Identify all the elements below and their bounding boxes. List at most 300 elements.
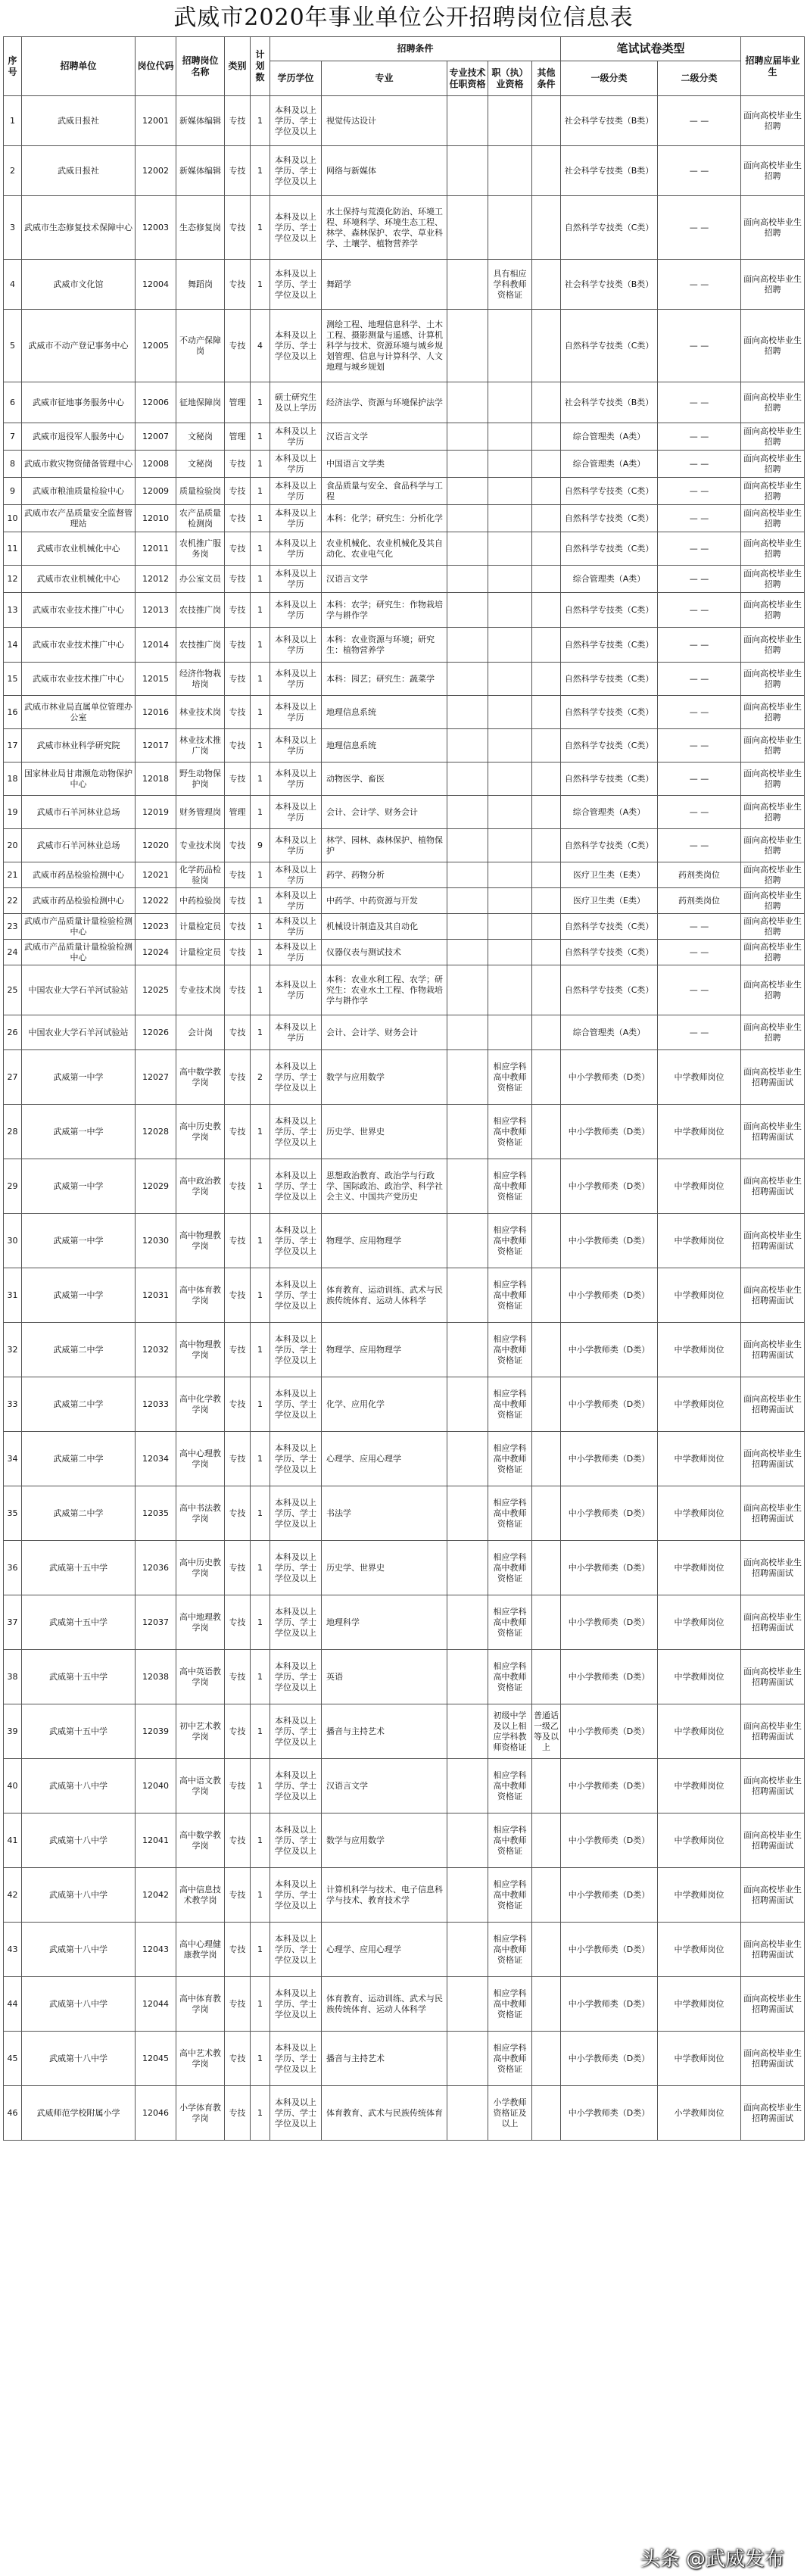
- cell-seq: 36: [4, 1541, 22, 1595]
- cell-cat1: 综合管理类（A类）: [561, 796, 658, 829]
- header-major: 专业: [322, 61, 447, 96]
- cell-title-req: [447, 505, 488, 532]
- cell-fresh: 面向高校毕业生招聘需面试: [741, 1595, 805, 1650]
- cell-num: 1: [251, 1759, 270, 1813]
- cell-unit: 武威第十五中学: [22, 1595, 136, 1650]
- cell-other: [532, 914, 561, 940]
- cell-title-req: [447, 628, 488, 663]
- cell-type: 专技: [225, 260, 251, 310]
- cell-fresh: 面向高校毕业生招聘: [741, 696, 805, 729]
- table-row: [4, 1541, 805, 1595]
- cell-unit: 武威日报社: [22, 146, 136, 196]
- cell-fresh: 面向高校毕业生招聘需面试: [741, 1977, 805, 2032]
- cell-code: 12021: [136, 862, 176, 888]
- cell-post: 文秘岗: [176, 451, 225, 478]
- cell-post: 计量检定员: [176, 914, 225, 940]
- cell-edu: 本科及以上学历: [270, 888, 322, 914]
- cell-other: [532, 940, 561, 965]
- table-row: [4, 1432, 805, 1486]
- table-row: [4, 2086, 805, 2141]
- cell-other: [532, 423, 561, 451]
- cell-edu: 本科及以上学历、学士学位及以上: [270, 1923, 322, 1977]
- cell-edu: 本科及以上学历: [270, 628, 322, 663]
- cell-num: 1: [251, 663, 270, 696]
- cell-post: 林业技术岗: [176, 696, 225, 729]
- cell-unit: 武威市农产品质量安全监督管理站: [22, 505, 136, 532]
- cell-cat1: 自然科学专技类（C类）: [561, 505, 658, 532]
- cell-post: 农产品质量检测岗: [176, 505, 225, 532]
- cell-edu: 本科及以上学历、学士学位及以上: [270, 96, 322, 146]
- cell-unit: 武威第十八中学: [22, 1977, 136, 2032]
- cell-num: 1: [251, 1977, 270, 2032]
- table-row: [4, 146, 805, 196]
- cell-cat1: 中小学教师类（D类）: [561, 1268, 658, 1323]
- cell-other: [532, 96, 561, 146]
- cell-cert: 相应学科高中教师资格证: [488, 1541, 532, 1595]
- cell-fresh: 面向高校毕业生招聘: [741, 478, 805, 505]
- cell-unit: 武威市林业局直属单位管理办公室: [22, 696, 136, 729]
- cell-seq: 4: [4, 260, 22, 310]
- cell-num: 1: [251, 1704, 270, 1759]
- cell-edu: 本科及以上学历: [270, 1015, 322, 1050]
- cell-post: 财务管理岗: [176, 796, 225, 829]
- cell-unit: 武威师范学校附属小学: [22, 2086, 136, 2141]
- cell-code: 12024: [136, 940, 176, 965]
- cell-title-req: [447, 478, 488, 505]
- cell-edu: 本科及以上学历、学士学位及以上: [270, 1486, 322, 1541]
- cell-other: [532, 1977, 561, 2032]
- cell-other: [532, 888, 561, 914]
- cell-title-req: [447, 532, 488, 566]
- cell-cat2: — —: [658, 310, 741, 382]
- cell-cat2: — —: [658, 593, 741, 628]
- cell-unit: 武威第十五中学: [22, 1650, 136, 1704]
- cell-code: 12031: [136, 1268, 176, 1323]
- cell-num: 1: [251, 965, 270, 1015]
- cell-seq: 3: [4, 196, 22, 260]
- cell-edu: 本科及以上学历: [270, 505, 322, 532]
- cell-num: 1: [251, 1015, 270, 1050]
- cell-edu: 本科及以上学历、学士学位及以上: [270, 1977, 322, 2032]
- cell-other: [532, 1159, 561, 1214]
- cell-post: 高中历史教学岗: [176, 1541, 225, 1595]
- cell-post: 不动产保障岗: [176, 310, 225, 382]
- cell-cat2: — —: [658, 940, 741, 965]
- cell-title-req: [447, 566, 488, 593]
- cell-cat1: 自然科学专技类（C类）: [561, 829, 658, 862]
- header-title-req: 专业技术任职资格: [447, 61, 488, 96]
- cell-cat1: 中小学教师类（D类）: [561, 1868, 658, 1923]
- cell-cat2: 中学教师岗位: [658, 1486, 741, 1541]
- cell-post: 高中物理教学岗: [176, 1323, 225, 1377]
- cell-cat1: 自然科学专技类（C类）: [561, 310, 658, 382]
- cell-edu: 本科及以上学历: [270, 663, 322, 696]
- cell-cert: [488, 505, 532, 532]
- cell-cat2: — —: [658, 505, 741, 532]
- cell-post: 农技推广岗: [176, 593, 225, 628]
- cell-code: 12028: [136, 1105, 176, 1159]
- cell-cat2: — —: [658, 628, 741, 663]
- cell-cert: [488, 965, 532, 1015]
- cell-code: 12011: [136, 532, 176, 566]
- cell-num: 1: [251, 1813, 270, 1868]
- cell-cat1: 自然科学专技类（C类）: [561, 763, 658, 796]
- cell-unit: 武威第一中学: [22, 1159, 136, 1214]
- cell-unit: 武威第十八中学: [22, 1759, 136, 1813]
- cell-fresh: 面向高校毕业生招聘需面试: [741, 1868, 805, 1923]
- cell-code: 12009: [136, 478, 176, 505]
- cell-unit: 武威市农业技术推广中心: [22, 593, 136, 628]
- cell-post: 高中地理教学岗: [176, 1595, 225, 1650]
- cell-type: 专技: [225, 1923, 251, 1977]
- table-row: [4, 2032, 805, 2086]
- cell-title-req: [447, 1813, 488, 1868]
- cell-num: 1: [251, 96, 270, 146]
- cell-edu: 本科及以上学历、学士学位及以上: [270, 2086, 322, 2141]
- cell-code: 12017: [136, 729, 176, 763]
- cell-code: 12046: [136, 2086, 176, 2141]
- cell-code: 12013: [136, 593, 176, 628]
- cell-fresh: 面向高校毕业生招聘需面试: [741, 1268, 805, 1323]
- table-row: [4, 888, 805, 914]
- cell-cat2: 中学教师岗位: [658, 1377, 741, 1432]
- table-row: [4, 965, 805, 1015]
- cell-unit: 武威市药品检验检测中心: [22, 862, 136, 888]
- cell-code: 12014: [136, 628, 176, 663]
- cell-unit: 武威日报社: [22, 96, 136, 146]
- cell-major: 地理科学: [322, 1595, 447, 1650]
- cell-major: 本科：农业水利工程、农学；研究生：农业水土工程、作物栽培学与耕作学: [322, 965, 447, 1015]
- cell-type: 专技: [225, 1595, 251, 1650]
- cell-cat1: 综合管理类（A类）: [561, 423, 658, 451]
- cell-cert: [488, 696, 532, 729]
- cell-fresh: 面向高校毕业生招聘需面试: [741, 1704, 805, 1759]
- cell-edu: 本科及以上学历: [270, 965, 322, 1015]
- cell-type: 专技: [225, 940, 251, 965]
- table-row: [4, 532, 805, 566]
- cell-major: 体育教育、运动训练、武术与民族传统体育、运动人体科学: [322, 1268, 447, 1323]
- table-row: [4, 729, 805, 763]
- table-row: [4, 1105, 805, 1159]
- header-num: 计划数: [251, 37, 270, 96]
- cell-title-req: [447, 1595, 488, 1650]
- cell-major: 播音与主持艺术: [322, 2032, 447, 2086]
- cell-edu: 本科及以上学历、学士学位及以上: [270, 146, 322, 196]
- cell-num: 1: [251, 451, 270, 478]
- cell-other: [532, 1868, 561, 1923]
- cell-other: [532, 1323, 561, 1377]
- cell-cat2: 小学教师岗位: [658, 2086, 741, 2141]
- header-cert: 职（执）业资格: [488, 61, 532, 96]
- header-conditions: 招聘条件: [270, 37, 561, 61]
- cell-edu: 本科及以上学历: [270, 566, 322, 593]
- cell-cat2: — —: [658, 965, 741, 1015]
- cell-unit: 武威市林业科学研究院: [22, 729, 136, 763]
- cell-type: 专技: [225, 1813, 251, 1868]
- cell-major: 历史学、世界史: [322, 1541, 447, 1595]
- cell-major: 本科：农学；研究生：作物栽培学与耕作学: [322, 593, 447, 628]
- cell-cat2: 中学教师岗位: [658, 1977, 741, 2032]
- cell-type: 专技: [225, 1432, 251, 1486]
- cell-unit: 国家林业局甘肃濒危动物保护中心: [22, 763, 136, 796]
- cell-major: 视觉传达设计: [322, 96, 447, 146]
- cell-fresh: 面向高校毕业生招聘需面试: [741, 1650, 805, 1704]
- cell-other: [532, 763, 561, 796]
- cell-type: 专技: [225, 829, 251, 862]
- cell-fresh: 面向高校毕业生招聘: [741, 729, 805, 763]
- header-fresh: 招聘应届毕业生: [741, 37, 805, 96]
- cell-seq: 22: [4, 888, 22, 914]
- cell-cat1: 中小学教师类（D类）: [561, 1813, 658, 1868]
- cell-cat2: — —: [658, 914, 741, 940]
- cell-fresh: 面向高校毕业生招聘: [741, 796, 805, 829]
- cell-cert: [488, 310, 532, 382]
- cell-cat2: — —: [658, 729, 741, 763]
- cell-other: [532, 146, 561, 196]
- cell-fresh: 面向高校毕业生招聘需面试: [741, 1923, 805, 1977]
- table-row: [4, 1759, 805, 1813]
- cell-post: 高中心理健康教学岗: [176, 1923, 225, 1977]
- cell-fresh: 面向高校毕业生招聘需面试: [741, 2032, 805, 2086]
- cell-type: 专技: [225, 310, 251, 382]
- cell-cat1: 中小学教师类（D类）: [561, 1214, 658, 1268]
- cell-type: 专技: [225, 505, 251, 532]
- table-row: [4, 1923, 805, 1977]
- table-row: [4, 1015, 805, 1050]
- cell-major: 会计、会计学、财务会计: [322, 1015, 447, 1050]
- cell-seq: 38: [4, 1650, 22, 1704]
- cell-cat2: — —: [658, 763, 741, 796]
- cell-cat2: 药剂类岗位: [658, 862, 741, 888]
- cell-title-req: [447, 1377, 488, 1432]
- cell-num: 9: [251, 829, 270, 862]
- cell-title-req: [447, 382, 488, 423]
- cell-cat2: — —: [658, 829, 741, 862]
- cell-fresh: 面向高校毕业生招聘需面试: [741, 1323, 805, 1377]
- cell-other: [532, 1432, 561, 1486]
- table-row: [4, 1377, 805, 1432]
- cell-unit: 武威第一中学: [22, 1105, 136, 1159]
- cell-post: 高中物理教学岗: [176, 1214, 225, 1268]
- cell-cat1: 社会科学专技类（B类）: [561, 146, 658, 196]
- cell-fresh: 面向高校毕业生招聘: [741, 382, 805, 423]
- cell-cert: [488, 862, 532, 888]
- cell-title-req: [447, 96, 488, 146]
- cell-edu: 本科及以上学历: [270, 862, 322, 888]
- cell-cat2: 中学教师岗位: [658, 1214, 741, 1268]
- cell-cat1: 中小学教师类（D类）: [561, 1595, 658, 1650]
- cell-seq: 37: [4, 1595, 22, 1650]
- cell-code: 12008: [136, 451, 176, 478]
- cell-post: 高中书法教学岗: [176, 1486, 225, 1541]
- cell-num: 1: [251, 196, 270, 260]
- cell-num: 1: [251, 763, 270, 796]
- cell-post: 农机推广服务岗: [176, 532, 225, 566]
- cell-seq: 27: [4, 1050, 22, 1105]
- cell-cat1: 自然科学专技类（C类）: [561, 940, 658, 965]
- cell-edu: 本科及以上学历、学士学位及以上: [270, 1050, 322, 1105]
- cell-other: 普通话一级乙等及以上: [532, 1704, 561, 1759]
- cell-cat2: — —: [658, 451, 741, 478]
- cell-major: 计算机科学与技术、电子信息科学与技术、教育技术学: [322, 1868, 447, 1923]
- cell-unit: 武威第一中学: [22, 1050, 136, 1105]
- cell-cert: [488, 423, 532, 451]
- table-row: [4, 593, 805, 628]
- cell-cat1: 医疗卫生类（E类）: [561, 888, 658, 914]
- cell-post: 经济作物栽培岗: [176, 663, 225, 696]
- cell-seq: 29: [4, 1159, 22, 1214]
- cell-post: 办公室文员: [176, 566, 225, 593]
- cell-title-req: [447, 1486, 488, 1541]
- table-row: [4, 196, 805, 260]
- cell-unit: 武威市生态修复技术保障中心: [22, 196, 136, 260]
- cell-title-req: [447, 829, 488, 862]
- cell-code: 12015: [136, 663, 176, 696]
- cell-seq: 5: [4, 310, 22, 382]
- table-row: [4, 1050, 805, 1105]
- cell-cat2: — —: [658, 796, 741, 829]
- cell-fresh: 面向高校毕业生招聘需面试: [741, 1214, 805, 1268]
- cell-edu: 本科及以上学历、学士学位及以上: [270, 260, 322, 310]
- cell-title-req: [447, 1323, 488, 1377]
- table-row: [4, 451, 805, 478]
- cell-seq: 14: [4, 628, 22, 663]
- cell-fresh: 面向高校毕业生招聘: [741, 940, 805, 965]
- cell-fresh: 面向高校毕业生招聘: [741, 146, 805, 196]
- cell-title-req: [447, 260, 488, 310]
- cell-post: 高中历史教学岗: [176, 1105, 225, 1159]
- cell-title-req: [447, 1105, 488, 1159]
- cell-type: 专技: [225, 1268, 251, 1323]
- cell-cert: 初级中学及以上相应学科教师资格证: [488, 1704, 532, 1759]
- cell-title-req: [447, 1159, 488, 1214]
- table-body: [4, 96, 805, 2141]
- cell-cert: [488, 729, 532, 763]
- cell-unit: 武威第二中学: [22, 1432, 136, 1486]
- cell-seq: 23: [4, 914, 22, 940]
- cell-title-req: [447, 796, 488, 829]
- cell-post: 质量检验岗: [176, 478, 225, 505]
- cell-title-req: [447, 1977, 488, 2032]
- cell-cert: [488, 146, 532, 196]
- cell-cat2: 中学教师岗位: [658, 1813, 741, 1868]
- cell-seq: 26: [4, 1015, 22, 1050]
- cell-cat1: 自然科学专技类（C类）: [561, 729, 658, 763]
- cell-type: 专技: [225, 862, 251, 888]
- cell-num: 1: [251, 888, 270, 914]
- cell-code: 12023: [136, 914, 176, 940]
- cell-cat1: 中小学教师类（D类）: [561, 1050, 658, 1105]
- cell-num: 1: [251, 1323, 270, 1377]
- cell-num: 1: [251, 914, 270, 940]
- cell-major: 体育教育、武术与民族传统体育: [322, 2086, 447, 2141]
- table-row: [4, 382, 805, 423]
- cell-fresh: 面向高校毕业生招聘: [741, 914, 805, 940]
- cell-seq: 28: [4, 1105, 22, 1159]
- cell-cat2: 中学教师岗位: [658, 1541, 741, 1595]
- cell-cert: [488, 196, 532, 260]
- cell-edu: 本科及以上学历、学士学位及以上: [270, 1704, 322, 1759]
- cell-type: 专技: [225, 729, 251, 763]
- cell-cert: [488, 663, 532, 696]
- table-row: [4, 1486, 805, 1541]
- cell-type: 专技: [225, 566, 251, 593]
- cell-code: 12030: [136, 1214, 176, 1268]
- cell-cat1: 自然科学专技类（C类）: [561, 628, 658, 663]
- cell-code: 12018: [136, 763, 176, 796]
- cell-cert: 相应学科高中教师资格证: [488, 1486, 532, 1541]
- cell-num: 1: [251, 628, 270, 663]
- cell-cat2: — —: [658, 566, 741, 593]
- cell-title-req: [447, 1214, 488, 1268]
- cell-cert: 相应学科高中教师资格证: [488, 1923, 532, 1977]
- cell-type: 专技: [225, 451, 251, 478]
- cell-fresh: 面向高校毕业生招聘: [741, 310, 805, 382]
- cell-title-req: [447, 914, 488, 940]
- cell-code: 12043: [136, 1923, 176, 1977]
- cell-cert: 相应学科高中教师资格证: [488, 1268, 532, 1323]
- cell-seq: 18: [4, 763, 22, 796]
- cell-title-req: [447, 1650, 488, 1704]
- cell-cat2: — —: [658, 663, 741, 696]
- cell-seq: 8: [4, 451, 22, 478]
- cell-cert: 相应学科高中教师资格证: [488, 1759, 532, 1813]
- cell-other: [532, 505, 561, 532]
- cell-seq: 43: [4, 1923, 22, 1977]
- table-row: [4, 862, 805, 888]
- cell-seq: 41: [4, 1813, 22, 1868]
- cell-other: [532, 663, 561, 696]
- cell-num: 1: [251, 1377, 270, 1432]
- cell-num: 1: [251, 382, 270, 423]
- recruitment-table: [3, 36, 805, 2141]
- cell-edu: 本科及以上学历、学士学位及以上: [270, 2032, 322, 2086]
- cell-cat2: 中学教师岗位: [658, 1868, 741, 1923]
- cell-unit: 武威第二中学: [22, 1323, 136, 1377]
- cell-unit: 中国农业大学石羊河试验站: [22, 1015, 136, 1050]
- cell-title-req: [447, 862, 488, 888]
- cell-type: 专技: [225, 2086, 251, 2141]
- cell-major: 舞蹈学: [322, 260, 447, 310]
- cell-fresh: 面向高校毕业生招聘: [741, 505, 805, 532]
- table-row: [4, 1159, 805, 1214]
- cell-other: [532, 628, 561, 663]
- cell-type: 专技: [225, 1868, 251, 1923]
- cell-edu: 本科及以上学历: [270, 532, 322, 566]
- cell-post: 计量检定员: [176, 940, 225, 965]
- cell-seq: 44: [4, 1977, 22, 2032]
- cell-unit: 武威市文化馆: [22, 260, 136, 310]
- cell-cert: [488, 1015, 532, 1050]
- cell-cat2: 中学教师岗位: [658, 1923, 741, 1977]
- cell-edu: 本科及以上学历: [270, 451, 322, 478]
- cell-post: 高中体育教学岗: [176, 1268, 225, 1323]
- cell-title-req: [447, 663, 488, 696]
- cell-cat2: — —: [658, 696, 741, 729]
- cell-code: 12042: [136, 1868, 176, 1923]
- cell-type: 专技: [225, 1759, 251, 1813]
- cell-unit: 武威市农业技术推广中心: [22, 628, 136, 663]
- cell-cert: [488, 382, 532, 423]
- cell-post: 林业技术推广岗: [176, 729, 225, 763]
- cell-other: [532, 593, 561, 628]
- cell-seq: 32: [4, 1323, 22, 1377]
- cell-major: 体育教育、运动训练、武术与民族传统体育、运动人体科学: [322, 1977, 447, 2032]
- cell-post: 化学药品检验岗: [176, 862, 225, 888]
- cell-num: 1: [251, 566, 270, 593]
- cell-seq: 33: [4, 1377, 22, 1432]
- cell-major: 汉语言文学: [322, 566, 447, 593]
